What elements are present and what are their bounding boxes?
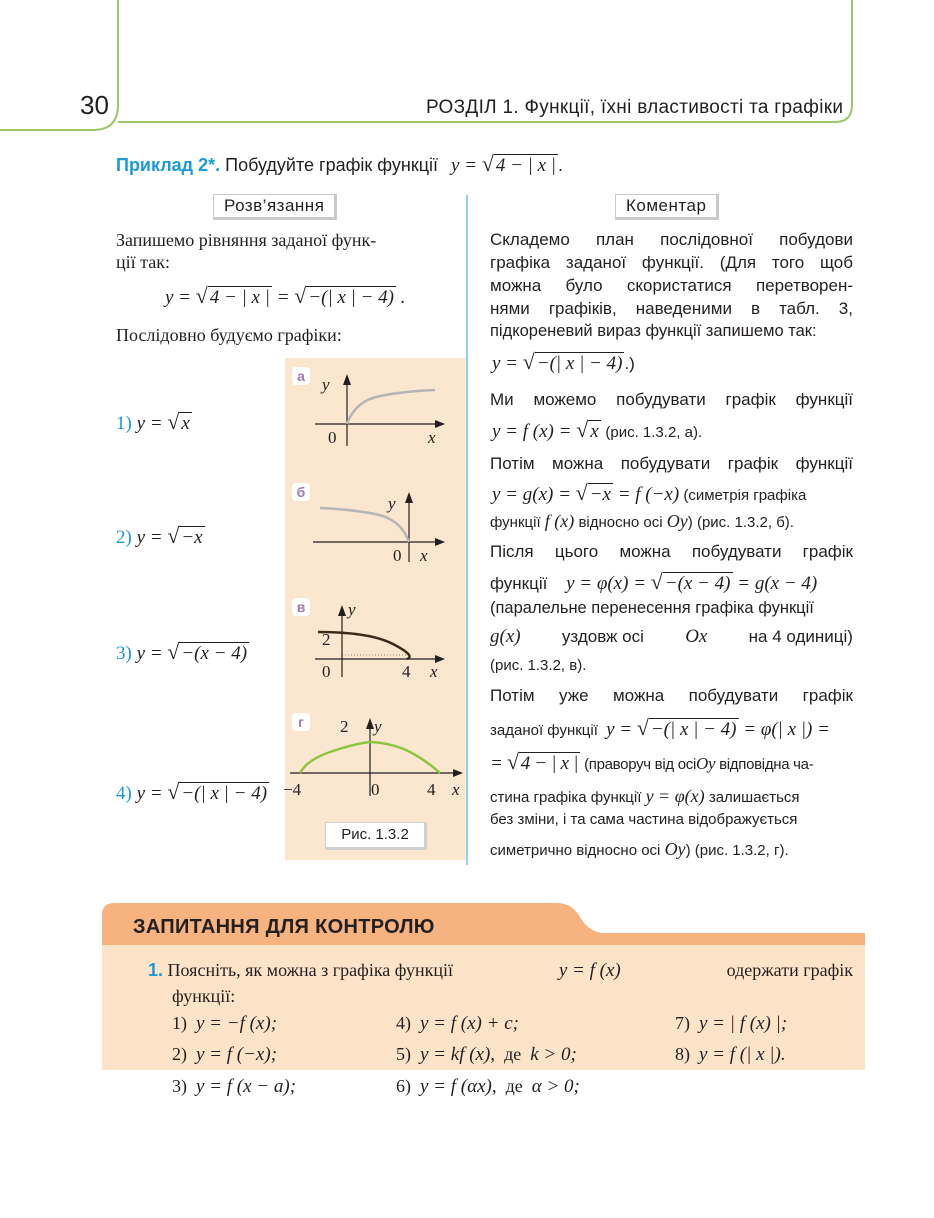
graph-a-x-label: x [428, 428, 436, 447]
question-item-6: 6) y = f (αx), де α > 0; [396, 1076, 580, 1097]
example-line: Приклад 2*. Побудуйте графік функції y = √ 4 − | x | . [116, 152, 564, 176]
graph-b-origin: 0 [393, 546, 402, 565]
comment-p3-line1: Потім можна побудувати графік функції [490, 454, 853, 473]
question-1-cont: функції: [172, 986, 236, 1006]
comment-p3-line3: функції f (x) відносно осі Oy) (рис. 1.3.2, б). [490, 511, 794, 531]
graph-a-y-label: y [322, 375, 330, 394]
graph-v-x-label: x [430, 662, 438, 681]
graph-b [285, 474, 466, 589]
graph-v-tick-x: 4 [402, 662, 411, 681]
step-3: 3) y = √ −(x − 4) [116, 640, 248, 664]
comment-p4-line3: (паралельне перенесення графіка функції [490, 599, 814, 617]
question-item-2: 2) y = f (−x); [172, 1044, 278, 1065]
comment-p5-line6: симетрично відносно осі Oy) (рис. 1.3.2, г). [490, 839, 789, 859]
graph-a-curve [347, 390, 435, 424]
example-label: Приклад 2*. [116, 155, 221, 175]
graph-g-x-label: x [452, 780, 460, 799]
graph-a [285, 358, 466, 473]
graph-v-letter: в [292, 598, 310, 616]
question-1: 1. Поясніть, як можна з графіка функції y = f (x) одержати графік [148, 960, 853, 981]
comment-p4-ref: (рис. 1.3.2, в). [490, 657, 587, 674]
comment-p2-formula: y = f (x) = √ x (рис. 1.3.2, а). [492, 418, 703, 442]
graph-g-origin: 0 [371, 780, 380, 799]
example-formula: y = √ 4 − | x | [451, 152, 557, 176]
comment-p5-line1: Потім уже можна побудувати графік [490, 686, 853, 705]
comment-p4-line1: Після цього можна побудувати графік [490, 542, 853, 561]
question-item-1: 1) y = −f (x); [172, 1013, 278, 1034]
solution-equation: y = √ 4 − | x | = √ −(| x | − 4) . [165, 284, 406, 308]
graph-g-tick-xn: −4 [283, 780, 302, 799]
comment-p2-line1: Ми можемо побудувати графік функції [490, 390, 853, 409]
graph-g-tick-x: 4 [427, 780, 436, 799]
graph-b-curve [320, 508, 409, 542]
comment-p5-line4: стина графіка функції y = φ(x) залишається [490, 786, 800, 806]
questions-title: ЗАПИТАННЯ ДЛЯ КОНТРОЛЮ [133, 916, 435, 938]
graph-v-origin: 0 [322, 662, 331, 681]
graph-a-letter: а [292, 367, 310, 385]
step-1: 1) y = √ x [116, 410, 190, 434]
graph-g-tick-y: 2 [340, 717, 349, 736]
graph-v-y-label: y [348, 600, 356, 619]
graph-b-letter: б [292, 483, 310, 501]
question-item-3: 3) y = f (x − a); [172, 1076, 297, 1097]
question-item-4: 4) y = f (x) + c; [396, 1013, 519, 1034]
graph-v-tick-y: 2 [322, 630, 331, 649]
solution-intro: Запишемо рівняння заданої функ- ції так: [116, 230, 377, 272]
comment-p3-formula: y = g(x) = √ −x = f (−x) (симетрія графіка [492, 481, 807, 505]
question-item-8: 8) y = f (| x |). [675, 1044, 786, 1065]
graph-g-y-label: y [374, 717, 382, 736]
comment-p4-formula: функції y = φ(x) = √ −(x − 4) = g(x − 4) [490, 570, 818, 594]
step-4: 4) y = √ −(| x | − 4) [116, 780, 268, 804]
chapter-title: РОЗДІЛ 1. Функції, їхні властивості та графіки [426, 97, 844, 118]
comment-tab: Коментар [615, 194, 719, 220]
comment-p1-formula: y = √ −(| x | − 4) .) [492, 350, 635, 374]
comment-p5-line5: без зміни, і та сама частина відображується [490, 811, 798, 828]
figure-caption: Рис. 1.3.2 [325, 822, 427, 850]
comment-p1: Складемо план послідовної побудови графіка заданої функції. (Для того щоб можна було скористатися перетворен- нями графіків, наведеними в табл. 3, підкореневий вираз функції запишемо так: [490, 230, 853, 340]
question-item-7: 7) y = | f (x) |; [675, 1013, 788, 1034]
page-number: 30 [80, 90, 109, 120]
comment-p5-formula: заданої функції y = √ −(| x | − 4) = φ(| x |) = [490, 716, 830, 740]
question-item-5: 5) y = kf (x), де k > 0; [396, 1044, 577, 1065]
graph-v [285, 589, 466, 704]
comment-p5-line3: = √ 4 − | x | (праворуч від осіOy відповідна ча- [490, 750, 814, 774]
steps-intro: Послідовно будуємо графіки: [116, 325, 342, 345]
graph-b-x-label: x [420, 546, 428, 565]
graph-b-y-label: y [388, 494, 396, 513]
solution-tab: Розв’язання [213, 194, 337, 220]
example-task: Побудуйте графік функції [225, 155, 439, 175]
graph-g-letter: г [292, 713, 310, 731]
step-2: 2) y = √ −x [116, 524, 203, 548]
comment-p4-line4: g(x) уздовж осі Ox на 4 одиниці) [490, 626, 853, 647]
graph-a-origin: 0 [328, 428, 337, 447]
column-divider [466, 195, 468, 865]
header-frame [0, 0, 934, 140]
